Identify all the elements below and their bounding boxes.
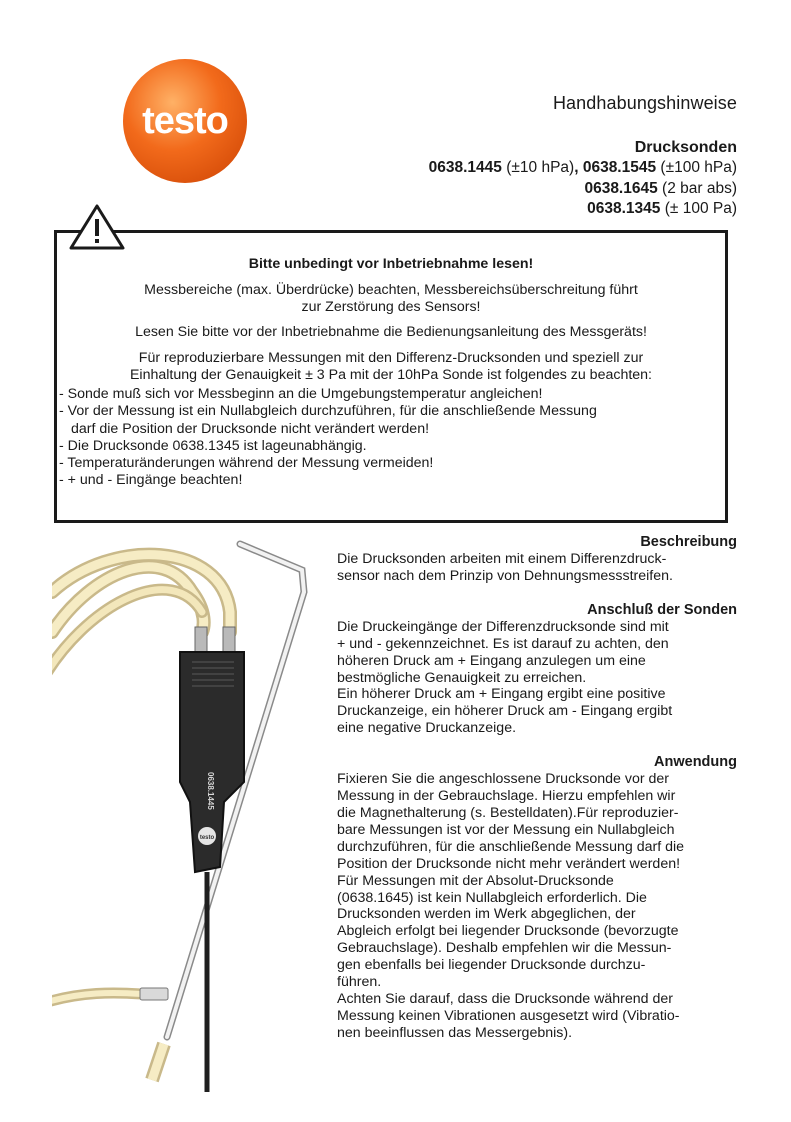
- warning-line: Einhaltung der Genauigkeit ± 3 Pa mit der 10hPa Sonde ist folgendes zu beachten:: [129, 367, 653, 383]
- body-line: nen beeinflussen das Messergebnis).: [337, 1024, 573, 1041]
- pressure-probe-illustration: [52, 532, 342, 1092]
- nozzle-minus: [223, 627, 235, 653]
- subtitle: Drucksonden: [634, 139, 737, 156]
- body-line: die Magnethalterung (s. Bestelldaten).Für reproduzier-: [337, 804, 679, 821]
- warning-item: darf die Position der Drucksonde nicht verändert werden!: [71, 420, 430, 437]
- model-code: 0638.1645: [584, 179, 658, 197]
- body-line: höheren Druck am + Eingang anzulegen um eine: [337, 652, 646, 669]
- warning-item: - Vor der Messung ist ein Nullabgleich durchzuführen, für die anschließende Messung: [59, 403, 597, 420]
- model-line-2: [429, 179, 737, 200]
- probe-label: 0638.1445: [206, 772, 215, 810]
- body-line: Die Druckeingänge der Differenzdrucksonde sind mit: [337, 618, 669, 635]
- body-line: Ein höherer Druck am + Eingang ergibt eine positive: [337, 686, 666, 703]
- model-separator: ,: [574, 159, 579, 176]
- section-body-anschluss: [337, 619, 737, 737]
- body-line: Für Messungen mit der Absolut-Drucksonde: [337, 872, 614, 889]
- model-header: [429, 138, 737, 220]
- hose-end: [52, 988, 168, 1002]
- body-line: bare Messungen ist vor der Messung ein Nullabgleich: [337, 821, 675, 838]
- warning-box: [54, 230, 728, 523]
- body-line: Gebrauchslage). Deshalb empfehlen wir die Messun-: [337, 940, 672, 957]
- section-title-beschreibung: Beschreibung: [640, 534, 737, 550]
- model-code: 0638.1545: [582, 159, 657, 176]
- warning-list: [59, 386, 719, 490]
- model-line-3: [429, 199, 737, 220]
- warning-line: Für reproduzierbare Messungen mit den Differenz-Drucksonden und speziell zur: [138, 350, 644, 366]
- warning-paragraph-ranges: [57, 282, 725, 316]
- section-body-anwendung: [337, 771, 737, 1042]
- body-line: Druckanzeige, ein höherer Druck am - Eingang ergibt: [337, 703, 673, 720]
- page-title: Handhabungshinweise: [552, 93, 737, 113]
- logo-text: testo: [142, 100, 228, 142]
- warning-item: - Die Drucksonde 0638.1345 ist lageunabhängig.: [59, 437, 367, 454]
- body-line: + und - gekennzeichnet. Es ist darauf zu achten, den: [337, 635, 669, 652]
- section-body-beschreibung: [337, 551, 737, 585]
- body-line: Drucksonden werden im Werk abgeglichen, der: [337, 906, 636, 923]
- warning-line: Messbereiche (max. Überdrücke) beachten, Messbereichsüberschreitung führt: [144, 282, 638, 298]
- body-line: (0638.1645) ist kein Nullabgleich erforderlich. Die: [337, 889, 647, 906]
- body-line: bestmögliche Genauigkeit zu erreichen.: [337, 669, 587, 686]
- body-line: Messung in der Gebrauchslage. Hierzu empfehlen wir: [337, 788, 676, 805]
- body-line: sensor nach dem Prinzip von Dehnungsmessstreifen.: [337, 567, 673, 584]
- warning-item: - + und - Eingänge beachten!: [59, 472, 243, 489]
- model-code: 0638.1445: [428, 159, 502, 176]
- model-range: (±100 hPa): [660, 159, 737, 176]
- probe-logo-text: testo: [199, 835, 215, 841]
- warning-line: zur Zerstörung des Sensors!: [301, 299, 481, 315]
- model-range: (±10 hPa): [506, 159, 575, 176]
- model-range: (± 100 Pa): [664, 200, 737, 217]
- body-line: Die Drucksonden arbeiten mit einem Differenzdruck-: [337, 551, 667, 567]
- warning-triangle-icon: [68, 203, 126, 251]
- body-line: Position der Drucksonde nicht mehr verändert werden!: [337, 855, 681, 872]
- warning-item: - Sonde muß sich vor Messbeginn an die Umgebungstemperatur angleichen!: [59, 386, 543, 402]
- nozzle-plus: [195, 627, 207, 653]
- model-code: 0638.1345: [587, 200, 661, 217]
- body-line: Messung keinen Vibrationen ausgesetzt wird (Vibratio-: [337, 1007, 680, 1024]
- warning-paragraph-accuracy: [57, 350, 725, 384]
- model-range: (2 bar abs): [662, 179, 737, 197]
- model-line-1: [429, 158, 737, 179]
- body-line: durchzuführen, für die anschließende Messung darf die: [337, 838, 685, 855]
- testo-logo: [121, 57, 249, 185]
- body-line: eine negative Druckanzeige.: [337, 720, 517, 737]
- section-title-anwendung: Anwendung: [654, 754, 737, 771]
- content-sections: [337, 534, 737, 1042]
- body-line: führen.: [337, 974, 382, 991]
- warning-item: - Temperaturänderungen während der Messung vermeiden!: [59, 455, 434, 472]
- body-line: Achten Sie darauf, dass die Drucksonde während der: [337, 990, 673, 1007]
- warning-paragraph-manual: Lesen Sie bitte vor der Inbetriebnahme die Bedienungsanleitung des Messgeräts!: [135, 324, 647, 340]
- warning-heading: Bitte unbedingt vor Inbetriebnahme lesen!: [248, 256, 534, 272]
- section-title-anschluss: Anschluß der Sonden: [587, 601, 737, 618]
- body-line: Fixieren Sie die angeschlossene Drucksonde vor der: [337, 771, 670, 788]
- body-line: gen ebenfalls bei liegender Drucksonde durchzu-: [337, 957, 646, 974]
- body-line: Abgleich erfolgt bei liegender Drucksonde (bevorzugte: [337, 923, 679, 940]
